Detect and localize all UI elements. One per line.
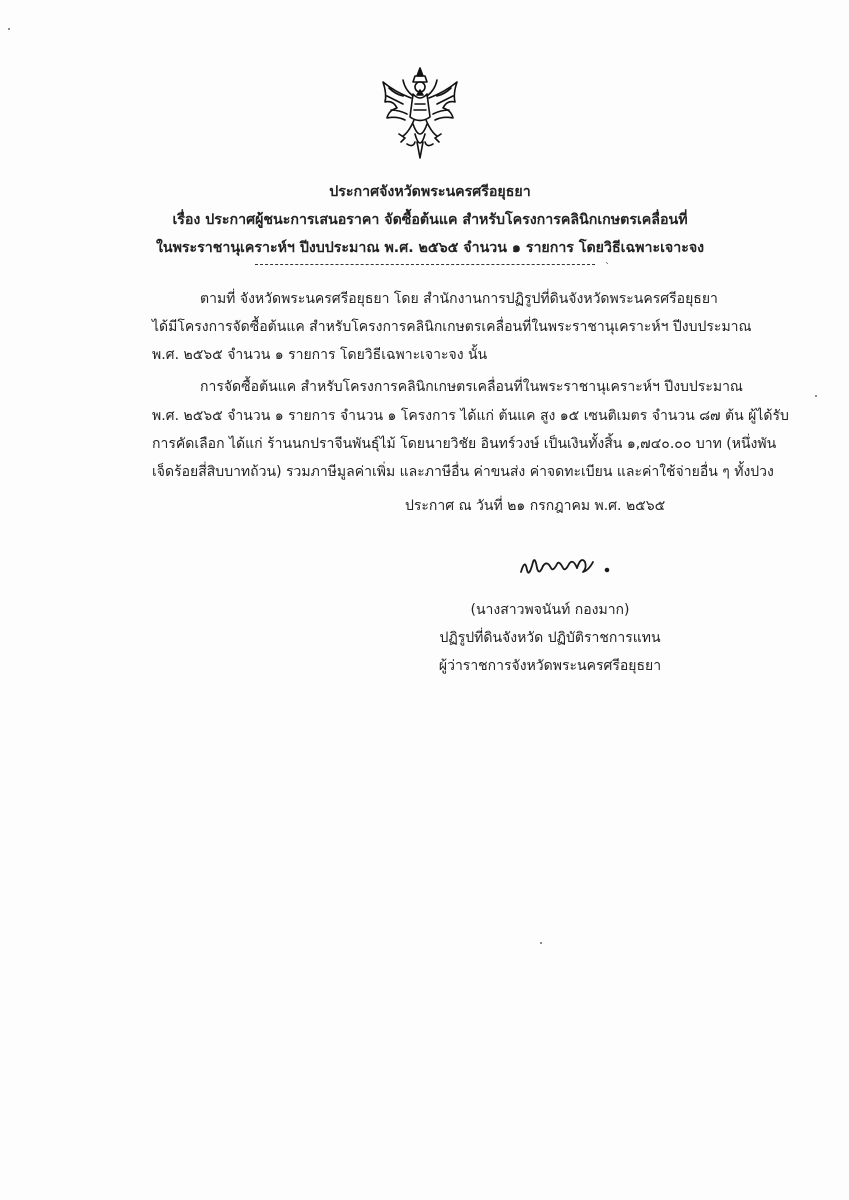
paragraph1-line3: พ.ศ. ๒๕๖๕ จำนวน ๑ รายการ โดยวิธีเฉพาะเจาะจง นั้น — [152, 347, 488, 363]
dashed-separator — [255, 264, 595, 265]
garuda-emblem — [375, 62, 465, 162]
paragraph1-line2: ได้มีโครงการจัดซื้อต้นแค สำหรับโครงการคลินิกเกษตรเคลื่อนที่ในพระราชานุเคราะห์ฯ ปีงบประมาณ — [152, 319, 752, 335]
scan-speck — [540, 942, 542, 944]
paragraph1-line1: ตามที่ จังหวัดพระนครศรีอยุธยา โดย สำนักงานการปฏิรูปที่ดินจังหวัดพระนครศรีอยุธยา — [200, 291, 718, 307]
signatory-name: (นางสาวพจนันท์ กองมาก) — [470, 602, 630, 618]
scan-speck — [8, 28, 10, 30]
paragraph2-line2: พ.ศ. ๒๕๖๕ จำนวน ๑ รายการ จำนวน ๑ โครงการ ได้แก่ ต้นแค สูง ๑๕ เซนติเมตร จำนวน ๘๗ ต้น ผู้ได้รับ — [152, 408, 789, 424]
announcement-subject: เรื่อง ประกาศผู้ชนะการเสนอราคา จัดซื้อต้นแค สำหรับโครงการคลินิกเกษตรเคลื่อนที่ — [172, 212, 688, 228]
signatory-position: ปฏิรูปที่ดินจังหวัด ปฏิบัติราชการแทน — [439, 630, 661, 646]
handwritten-signature — [515, 548, 625, 584]
separator-mark: ` — [605, 262, 610, 273]
paragraph2-line1: การจัดซื้อต้นแค สำหรับโครงการคลินิกเกษตรเคลื่อนที่ในพระราชานุเคราะห์ฯ ปีงบประมาณ — [200, 379, 743, 395]
announcement-title: ประกาศจังหวัดพระนครศรีอยุธยา — [329, 184, 531, 200]
announcement-date: ประกาศ ณ วันที่ ๒๑ กรกฎาคม พ.ศ. ๒๕๖๕ — [405, 498, 666, 514]
paragraph2-line4: เจ็ดร้อยสี่สิบบาทถ้วน) รวมภาษีมูลค่าเพิ่ม และภาษีอื่น ค่าขนส่ง ค่าจดทะเบียน และค่าใช้จ่ายอื่น ๆ ทั้งปวง — [152, 464, 774, 480]
announcement-subject-cont: ในพระราชานุเคราะห์ฯ ปีงบประมาณ พ.ศ. ๒๕๖๕ จำนวน ๑ รายการ โดยวิธีเฉพาะเจาะจง — [155, 240, 705, 256]
signatory-position-cont: ผู้ว่าราชการจังหวัดพระนครศรีอยุธยา — [438, 658, 662, 674]
paragraph2-line3: การคัดเลือก ได้แก่ ร้านนกปราจีนพันธุ์ไม้ โดยนายวิชัย อินทร์วงษ์ เป็นเงินทั้งสิ้น ๑,๗๔๐.๐๐ บาท (หนึ่งพัน — [152, 436, 777, 452]
scan-speck — [815, 395, 817, 397]
